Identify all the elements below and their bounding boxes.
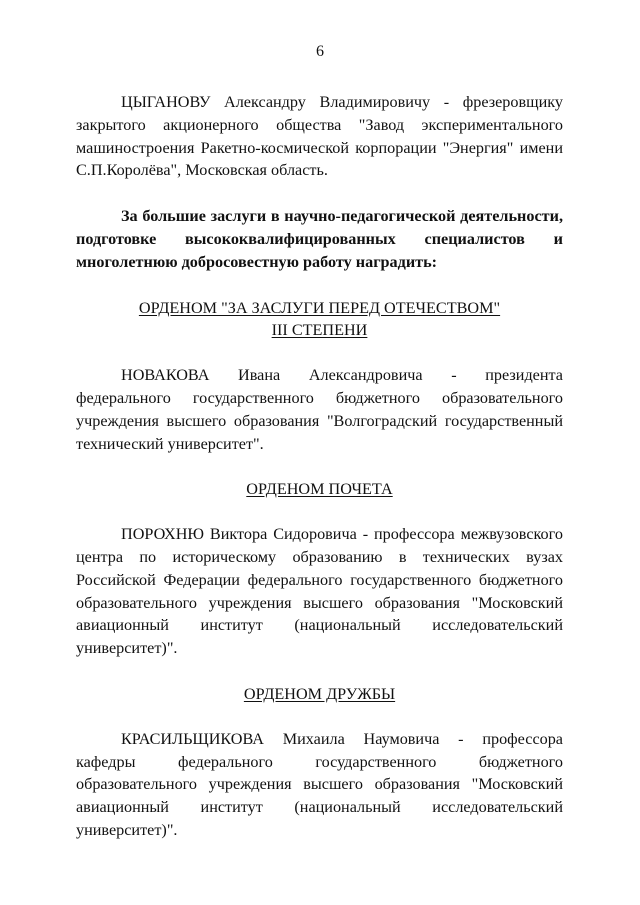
award-entry-tsyganov: ЦЫГАНОВУ Александру Владимировичу - фрезеровщику закрытого акционерного общества "Завод экспериментального машиностроения Ракетно-космической корпорации "Энергия" имени С.П.Королёва", Московская область. — [76, 93, 563, 180]
award-entry-krasilshchikov: КРАСИЛЬЩИКОВА Михаила Наумовича - профессора кафедры федерального государственного бюджетного образовательного учреждения высшего образования "Московский авиационный институт (национальный исследовательский университет)". — [76, 729, 563, 839]
section-heading-order-of-friendship — [76, 683, 563, 706]
section-heading-line: ОРДЕНОМ ДРУЖБЫ — [243, 684, 396, 703]
document-body — [76, 91, 563, 842]
section-heading-line: ОРДЕНОМ ПОЧЕТА — [246, 480, 393, 499]
section-heading-merit-order — [76, 297, 563, 343]
decree-intro: За большие заслуги в научно-педагогической деятельности, подготовке высококвалифицированных специалистов и многолетнюю добросовестную работу наградить: — [76, 207, 563, 271]
page-number: 6 — [316, 43, 324, 60]
section-heading-order-of-honor — [76, 478, 563, 501]
section-heading-line: III СТЕПЕНИ — [271, 321, 368, 340]
section-heading-line: ОРДЕНОМ "ЗА ЗАСЛУГИ ПЕРЕД ОТЕЧЕСТВОМ" — [138, 298, 501, 317]
award-entry-porokhnya: ПОРОХНЮ Виктора Сидоровича - профессора межвузовского центра по историческому образованию в технических вузах Российской Федерации федерального государственного бюджетного образовательного учреждения высшего образования "Московский авиационный институт (национальный исследовательский университет)". — [76, 525, 563, 658]
award-entry-novakov: НОВАКОВА Ивана Александровича - президента федерального государственного бюджетного образовательного учреждения высшего образования "Волгоградский государственный технический университет". — [76, 366, 563, 453]
